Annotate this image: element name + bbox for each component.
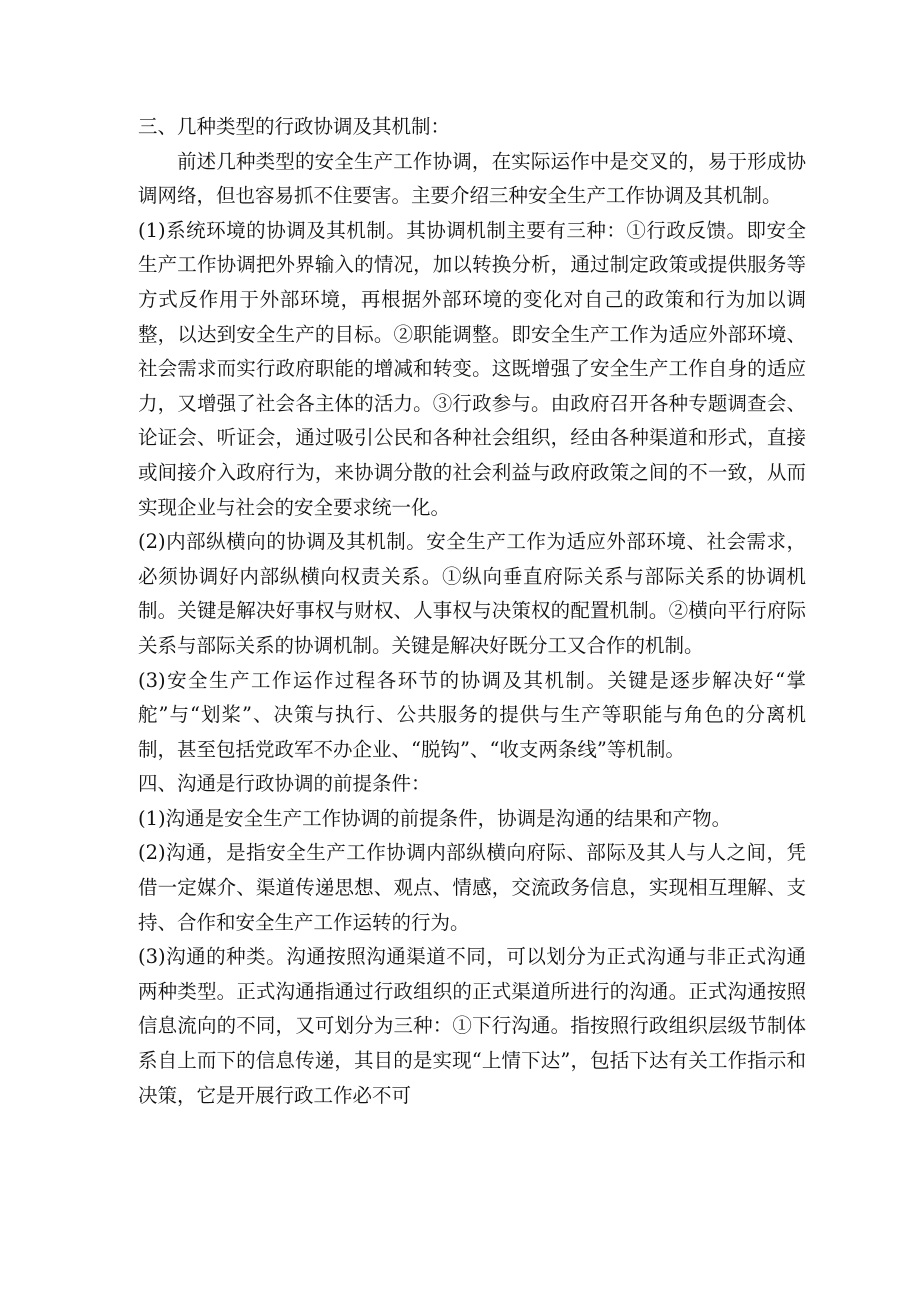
list-item-internal-coordination: (2)内部纵横向的协调及其机制。安全生产工作为适应外部环境、社会需求，必须协调好内部纵横向权责关系。①纵向垂直府际关系与部际关系的协调机制。关键是解决好事权与财权、人事权与决策权的配置机制。②横向平行府际关系与部际关系的协调机制。关键是解决好既分工又合作的机制。 [138,530,806,657]
list-item-process-coordination: (3)安全生产工作运作过程各环节的协调及其机制。关键是逐步解决好“掌舵”与“划桨”、决策与执行、公共服务的提供与生产等职能与角色的分离机制，甚至包括党政军不办企业、“脱钩”、“收支两条线”等机制。 [138,668,806,761]
section-heading-3: 三、几种类型的行政协调及其机制： [138,115,451,138]
intro-paragraph: 前述几种类型的安全生产工作协调，在实际运作中是交叉的，易于形成协调网络，但也容易抓不住要害。主要介绍三种安全生产工作协调及其机制。 [138,149,806,208]
list-item-communication-definition: (2)沟通，是指安全生产工作协调内部纵横向府际、部际及其人与人之间，凭借一定媒介、渠道传递思想、观点、情感，交流政务信息，实现相互理解、支持、合作和安全生产工作运转的行为。 [138,841,806,934]
section-heading-4: 四、沟通是行政协调的前提条件： [138,772,431,796]
document-body [138,110,806,1113]
list-item-communication-premise: (1)沟通是安全生产工作协调的前提条件，协调是沟通的结果和产物。 [138,806,732,830]
list-item-communication-types: (3)沟通的种类。沟通按照沟通渠道不同，可以划分为正式沟通与非正式沟通两种类型。正式沟通指通过行政组织的正式渠道所进行的沟通。正式沟通按照信息流向的不同，又可划分为三种：①下行沟通。指按照行政组织层级节制体系自上而下的信息传递，其目的是实现“上情下达”，包括下达有关工作指示和决策，它是开展行政工作必不可 [138,945,806,1107]
list-item-system-environment: (1)系统环境的协调及其机制。其协调机制主要有三种：①行政反馈。即安全生产工作协调把外界输入的情况，加以转换分析，通过制定政策或提供服务等方式反作用于外部环境，再根据外部环境的变化对自己的政策和行为加以调整，以达到安全生产的目标。②职能调整。即安全生产工作为适应外部环境、社会需求而实行政府职能的增减和转变。这既增强了安全生产工作自身的适应力，又增强了社会各主体的活力。③行政参与。由政府召开各种专题调查会、论证会、听证会，通过吸引公民和各种社会组织，经由各种渠道和形式，直接或间接介入政府行为，来协调分散的社会利益与政府政策之间的不一致，从而实现企业与社会的安全要求统一化。 [138,218,806,519]
